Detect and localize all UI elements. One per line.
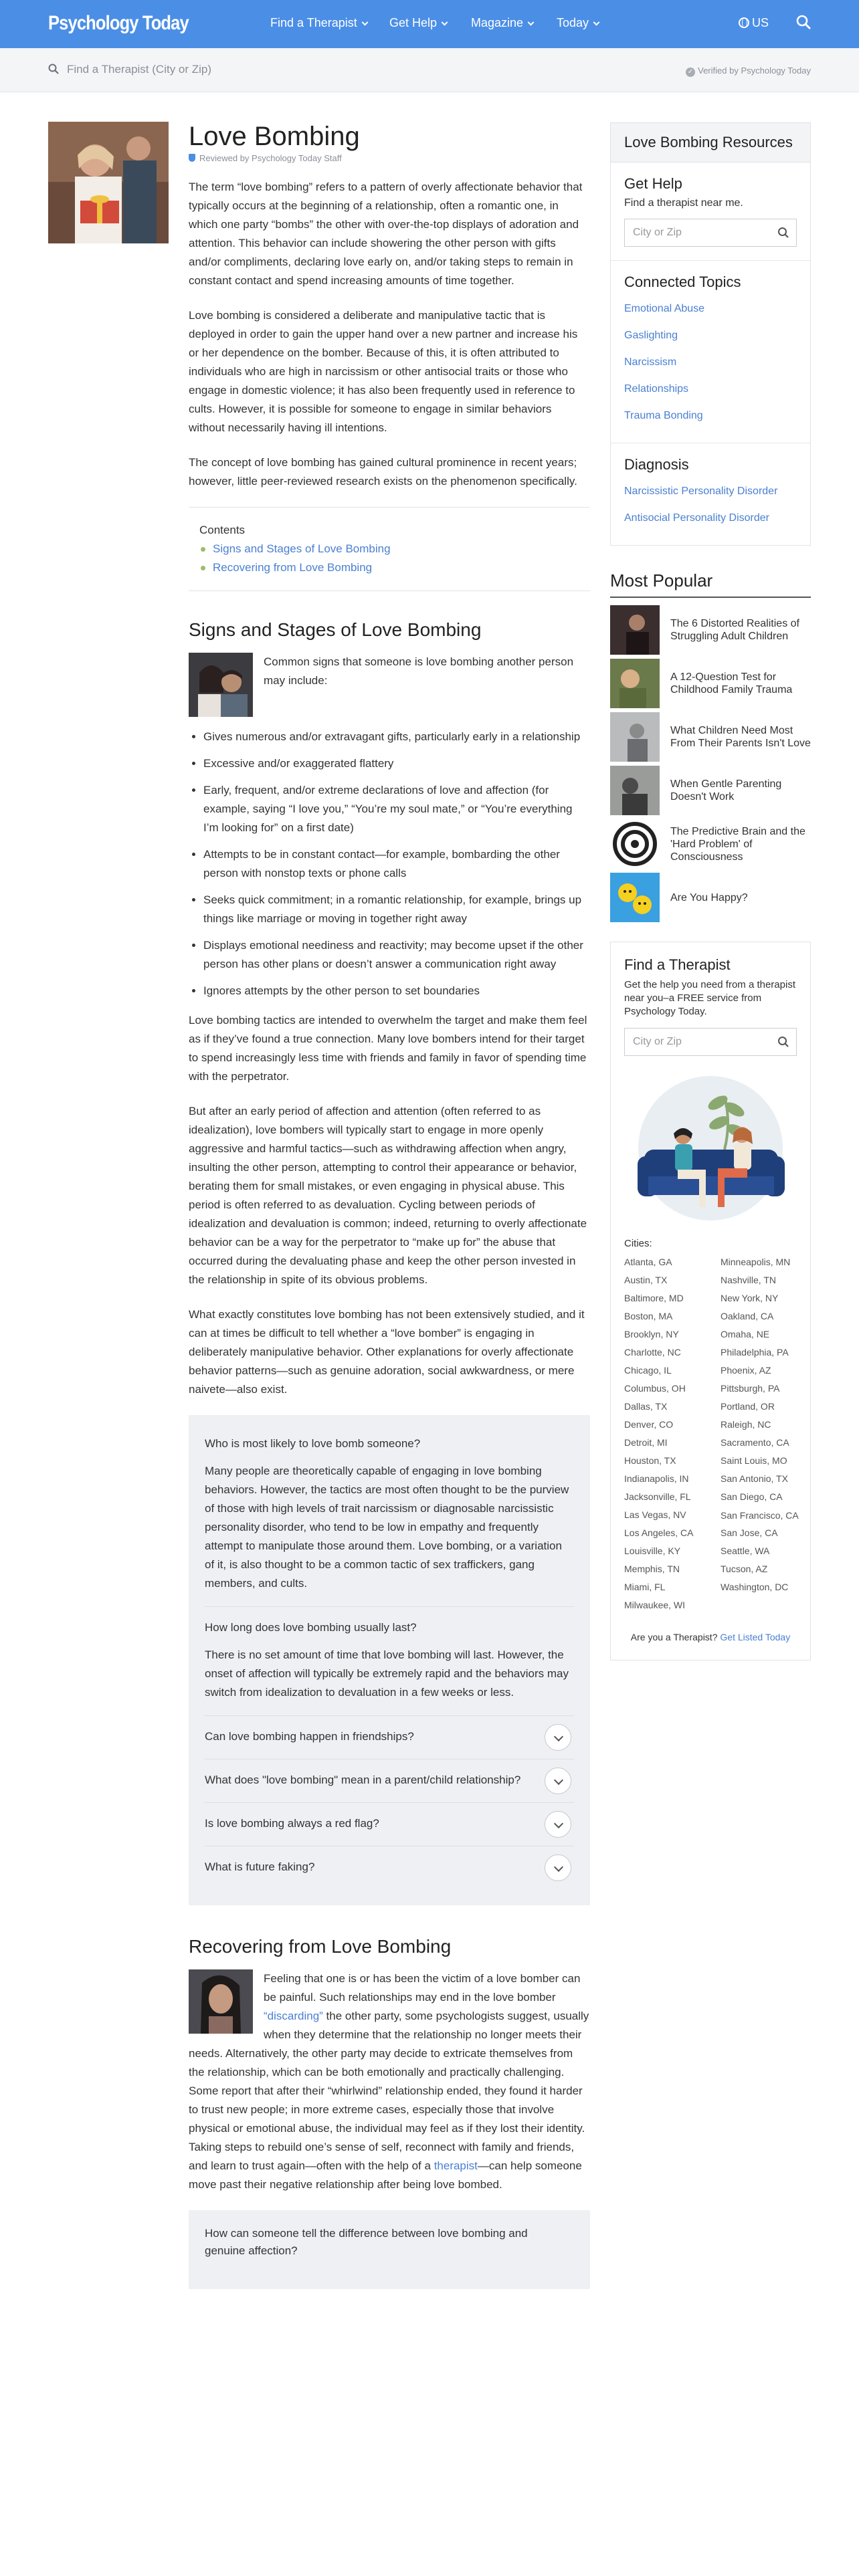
city-link[interactable]: Washington, DC bbox=[721, 1582, 789, 1592]
list-item: • Ignores attempts by the other person to set boundaries bbox=[203, 982, 590, 1000]
popular-article[interactable] bbox=[610, 657, 811, 710]
topic-link[interactable]: Gaslighting bbox=[624, 330, 678, 341]
input-placeholder: City or Zip bbox=[633, 1036, 682, 1047]
popular-article-title: Are You Happy? bbox=[670, 891, 748, 903]
hero-image-couple-gift bbox=[48, 122, 169, 243]
popular-article-title: A 12-Question Test for Childhood Family Trauma bbox=[670, 671, 793, 695]
faq-answer: There is no set amount of time that love bombing will last. However, the onset of affection will typically be extremely rapid and the behaviors may switch from idealization to devaluation in a few weeks or less. bbox=[205, 1648, 569, 1699]
chevron-down-icon bbox=[528, 19, 535, 26]
city-link[interactable]: Oakland, CA bbox=[721, 1311, 774, 1321]
city-link[interactable]: Brooklyn, NY bbox=[624, 1329, 679, 1339]
search-icon[interactable] bbox=[777, 1036, 789, 1048]
cities-column-left bbox=[624, 1253, 717, 1614]
get-help-section bbox=[611, 163, 810, 261]
get-help-subtitle: Find a therapist near me. bbox=[624, 197, 743, 209]
therapist-link[interactable]: therapist bbox=[434, 2159, 478, 2172]
popular-article-title: What Children Need Most From Their Parents Isn't Love bbox=[670, 725, 811, 749]
intro-paragraph: The term “love bombing” refers to a pattern of overly affectionate behavior that typically occurs at the beginning of a relationship, often a romantic one, in which one party “bombs” the other with over-the-top displays of adoration and attention. This behavior can include showering the other person with gifts and/or compliments, declaring love early on, and/or taking steps to remain in constant contact and spend increasing amounts of time together. bbox=[189, 181, 583, 287]
city-link[interactable]: San Jose, CA bbox=[721, 1527, 778, 1538]
list-item: • Early, frequent, and/or extreme declarations of love and affection (for example, saying “I love you,” “You’re my soul mate,” or “You’re everything I’m looking for” on a first date) bbox=[203, 781, 590, 837]
therapist-question: Are you a Therapist? bbox=[630, 1632, 718, 1642]
faq-item[interactable] bbox=[205, 1716, 574, 1759]
diagnosis-title: Diagnosis bbox=[624, 456, 689, 473]
diagnosis-link[interactable]: Antisocial Personality Disorder bbox=[624, 512, 769, 524]
faq-question[interactable]: What does "love bombing" mean in a parent/child relationship? bbox=[205, 1774, 521, 1786]
city-link[interactable]: Louisville, KY bbox=[624, 1545, 681, 1556]
section-lead bbox=[189, 653, 590, 722]
intro-paragraph: The concept of love bombing has gained cultural prominence in recent years; however, little peer-reviewed research exists on the phenomenon specifically. bbox=[189, 456, 577, 488]
city-link[interactable]: Chicago, IL bbox=[624, 1365, 672, 1376]
city-link[interactable]: Jacksonville, FL bbox=[624, 1491, 691, 1502]
resources-box bbox=[610, 122, 811, 546]
faq-item[interactable] bbox=[205, 1803, 574, 1846]
signs-list bbox=[189, 728, 590, 1000]
text-run: the other party, some psychologists suggest, usually when they determine that the relationship no longer meets their needs. Alternatively, the other party may decide to extricate themselves from the relationship, which can be both emotionally and practically challenging. Some report that after their “whirlwind” relationship ended, they found it harder to trust new people; in more extreme cases, especially those that involve physical or emotional abuse, the individual may feel as if they lost their identity. Taking steps to rebuild one’s sense of self, reconnect with family and friends, and learn to trust again—often with the help of a bbox=[189, 2010, 589, 2172]
get-listed-link[interactable]: Get Listed Today bbox=[720, 1632, 791, 1642]
connected-topics-list bbox=[624, 296, 797, 429]
body-paragraph: Love bombing tactics are intended to overwhelm the target and make them feel as if they’ve found a true connection. Many love bombers intend for their target to spend increasingly less time with friends and family in favor of spending time with the perpetrator. bbox=[189, 1014, 587, 1083]
chevron-down-icon bbox=[593, 19, 600, 26]
most-popular-list bbox=[610, 603, 811, 924]
recovering-section bbox=[189, 1969, 590, 2210]
most-popular-title: Most Popular bbox=[610, 570, 811, 598]
city-zip-input[interactable] bbox=[624, 219, 797, 247]
city-link[interactable]: Boston, MA bbox=[624, 1311, 673, 1321]
nav-magazine[interactable] bbox=[471, 16, 533, 30]
city-link[interactable]: New York, NY bbox=[721, 1293, 779, 1303]
popular-article[interactable] bbox=[610, 710, 811, 764]
resources-title: Love Bombing Resources bbox=[611, 123, 810, 163]
faq-item[interactable] bbox=[205, 2213, 574, 2273]
city-link[interactable]: Detroit, MI bbox=[624, 1437, 668, 1448]
nav-today[interactable] bbox=[557, 16, 599, 30]
reviewed-text: Reviewed by Psychology Today Staff bbox=[199, 153, 342, 163]
popular-article[interactable] bbox=[610, 817, 811, 871]
text-run: —can help someone move past their negative relationship after being love bombed. bbox=[189, 2159, 582, 2191]
search-icon[interactable] bbox=[796, 15, 811, 29]
toc-link-recovering[interactable]: Recovering from Love Bombing bbox=[199, 558, 579, 577]
city-link[interactable]: Minneapolis, MN bbox=[721, 1257, 791, 1267]
find-therapist-subtitle: Get the help you need from a therapist near you–a FREE service from Psychology Today. bbox=[624, 979, 795, 1017]
faq-question[interactable]: Can love bombing happen in friendships? bbox=[205, 1730, 414, 1743]
popular-article[interactable] bbox=[610, 764, 811, 817]
connected-topics-section bbox=[611, 261, 810, 443]
article-thumbnail bbox=[610, 712, 660, 762]
article-thumbnail bbox=[610, 766, 660, 815]
region-label: US bbox=[752, 16, 769, 29]
city-link[interactable]: Tucson, AZ bbox=[721, 1564, 768, 1574]
therapist-search-input[interactable] bbox=[48, 63, 211, 76]
article-thumbnail bbox=[610, 819, 660, 869]
contents-label: Contents bbox=[199, 524, 246, 536]
section-lead-text: Common signs that someone is love bombing another person may include: bbox=[264, 655, 574, 687]
article-thumbnail bbox=[610, 873, 660, 922]
nav-find-therapist[interactable] bbox=[270, 16, 367, 30]
section-heading-signs: Signs and Stages of Love Bombing bbox=[189, 619, 482, 640]
city-link[interactable]: Columbus, OH bbox=[624, 1383, 686, 1394]
city-link[interactable]: Raleigh, NC bbox=[721, 1419, 771, 1430]
article-main bbox=[189, 120, 590, 2311]
section-image-woman bbox=[189, 1969, 253, 2034]
search-icon[interactable] bbox=[777, 227, 789, 239]
input-placeholder: City or Zip bbox=[633, 227, 682, 238]
topic-link[interactable]: Trauma Bonding bbox=[624, 410, 703, 421]
list-item: • Attempts to be in constant contact—for example, bombarding the other person with nonstop texts or phone calls bbox=[203, 845, 590, 883]
faq-question[interactable]: How long does love bombing usually last? bbox=[205, 1621, 417, 1634]
cities-column-right bbox=[721, 1253, 813, 1614]
topic-link[interactable]: Narcissism bbox=[624, 356, 677, 368]
popular-article-title: The 6 Distorted Realities of Struggling Adult Children bbox=[670, 618, 799, 642]
city-link[interactable]: Phoenix, AZ bbox=[721, 1365, 771, 1376]
connected-topics-title: Connected Topics bbox=[624, 274, 741, 290]
section-heading-recovering: Recovering from Love Bombing bbox=[189, 1936, 452, 1957]
list-item: • Excessive and/or exaggerated flattery bbox=[203, 754, 590, 773]
city-link[interactable]: Memphis, TN bbox=[624, 1564, 680, 1574]
list-item: • Seeks quick commitment; in a romantic relationship, for example, brings up things like marriage or moving in together right away bbox=[203, 891, 590, 928]
city-link[interactable]: Pittsburgh, PA bbox=[721, 1383, 780, 1394]
shield-icon bbox=[189, 154, 195, 162]
popular-article-title: The Predictive Brain and the 'Hard Problem' of Consciousness bbox=[670, 825, 805, 863]
city-link[interactable]: Houston, TX bbox=[624, 1455, 676, 1466]
topic-link[interactable]: Emotional Abuse bbox=[624, 303, 705, 314]
city-link[interactable]: Portland, OR bbox=[721, 1401, 775, 1412]
site-logo[interactable]: Psychology Today bbox=[48, 12, 189, 34]
city-link[interactable]: Charlotte, NC bbox=[624, 1347, 681, 1358]
chevron-down-icon bbox=[442, 19, 448, 26]
therapist-search-bar bbox=[0, 48, 859, 92]
check-icon: ✓ bbox=[686, 68, 695, 77]
nav-label: Today bbox=[557, 16, 589, 29]
top-navigation bbox=[0, 0, 859, 48]
get-help-title: Get Help bbox=[624, 175, 682, 192]
table-of-contents bbox=[189, 507, 590, 591]
city-link[interactable]: San Diego, CA bbox=[721, 1491, 783, 1502]
intro-paragraph: Love bombing is considered a deliberate and manipulative tactic that is deployed in order to gain the upper hand over a new partner and increase his or her dependence on the bomber. Because of this, it is often attributed to individuals who are high in narcissism or other antisocial traits or those who engage in domestic violence; it has also been frequently used in reference to cults. However, it is possible for someone to engage in similar behaviors without necessarily having ill intentions. bbox=[189, 309, 578, 434]
faq-item[interactable] bbox=[205, 1423, 574, 1607]
article-thumbnail bbox=[610, 659, 660, 708]
diagnosis-link[interactable]: Narcissistic Personality Disorder bbox=[624, 486, 778, 497]
verified-text: Verified by Psychology Today bbox=[698, 66, 811, 76]
faq-item[interactable] bbox=[205, 1759, 574, 1803]
popular-article-title: When Gentle Parenting Doesn't Work bbox=[670, 778, 782, 802]
city-link[interactable]: Dallas, TX bbox=[624, 1401, 668, 1412]
city-link[interactable]: Miami, FL bbox=[624, 1582, 666, 1592]
city-link[interactable]: Los Angeles, CA bbox=[624, 1527, 694, 1538]
verified-badge bbox=[686, 66, 811, 77]
city-link[interactable]: Milwaukee, WI bbox=[624, 1600, 686, 1610]
popular-article[interactable] bbox=[610, 603, 811, 657]
page-title: Love Bombing bbox=[189, 122, 360, 151]
search-icon bbox=[48, 64, 59, 74]
faq-question[interactable]: How can someone tell the difference between love bombing and genuine affection? bbox=[205, 2227, 528, 2257]
find-therapist-box bbox=[610, 942, 811, 1660]
nav-get-help[interactable] bbox=[389, 16, 447, 30]
text-run: Feeling that one is or has been the victim of a love bomber can be painful. Such relationships may end in the love bomber bbox=[264, 1972, 581, 2004]
cities-grid bbox=[624, 1253, 797, 1614]
faq-item[interactable] bbox=[205, 1607, 574, 1716]
city-link[interactable]: Sacramento, CA bbox=[721, 1437, 789, 1448]
nav-label: Get Help bbox=[389, 16, 438, 29]
city-link[interactable]: San Francisco, CA bbox=[721, 1510, 799, 1521]
faq-accordion-2 bbox=[189, 2210, 590, 2289]
topic-link[interactable]: Relationships bbox=[624, 383, 689, 395]
cities-label: Cities: bbox=[624, 1238, 652, 1249]
city-link[interactable]: Philadelphia, PA bbox=[721, 1347, 789, 1358]
get-listed-prompt bbox=[624, 1630, 797, 1644]
region-selector[interactable] bbox=[739, 16, 769, 30]
city-link[interactable]: Seattle, WA bbox=[721, 1545, 770, 1556]
expand-chevron-icon[interactable] bbox=[545, 1854, 571, 1881]
sidebar bbox=[610, 122, 811, 1660]
list-item: • Displays emotional neediness and reactivity; may become upset if the other person has other plans or doesn’t answer a communication right away bbox=[203, 936, 590, 974]
body-paragraph: What exactly constitutes love bombing has not been extensively studied, and it can at times be difficult to tell whether a “love bomber” is engaging in deliberately manipulative behavior. Other explanations for overly affectionate behavior patterns—such as genuine adoration, social awkwardness, or mere naivete—also exist. bbox=[189, 1308, 585, 1396]
expand-chevron-icon[interactable] bbox=[545, 1767, 571, 1794]
therapy-session-illustration bbox=[624, 1069, 797, 1230]
faq-item[interactable] bbox=[205, 1846, 574, 1889]
expand-chevron-icon[interactable] bbox=[545, 1811, 571, 1838]
chevron-down-icon bbox=[361, 19, 368, 26]
faq-question[interactable]: Who is most likely to love bomb someone? bbox=[205, 1437, 421, 1450]
discarding-link[interactable]: “discarding” bbox=[264, 2010, 323, 2022]
city-link[interactable]: Las Vegas, NV bbox=[624, 1509, 686, 1520]
city-link[interactable]: Austin, TX bbox=[624, 1275, 668, 1285]
list-item: • Gives numerous and/or extravagant gifts, particularly early in a relationship bbox=[203, 728, 590, 746]
city-link[interactable]: San Antonio, TX bbox=[721, 1473, 788, 1484]
reviewed-by bbox=[189, 152, 590, 165]
nav-label: Find a Therapist bbox=[270, 16, 357, 29]
city-link[interactable]: Saint Louis, MO bbox=[721, 1455, 787, 1466]
city-link[interactable]: Atlanta, GA bbox=[624, 1257, 672, 1267]
city-link[interactable]: Omaha, NE bbox=[721, 1329, 770, 1339]
expand-chevron-icon[interactable] bbox=[545, 1724, 571, 1751]
search-placeholder: Find a Therapist (City or Zip) bbox=[67, 63, 212, 76]
faq-accordion bbox=[189, 1415, 590, 1905]
city-link[interactable]: Nashville, TN bbox=[721, 1275, 776, 1285]
diagnosis-section bbox=[611, 443, 810, 545]
city-link[interactable]: Baltimore, MD bbox=[624, 1293, 684, 1303]
toc-link-signs[interactable]: Signs and Stages of Love Bombing bbox=[199, 540, 579, 558]
faq-answer: Many people are theoretically capable of engaging in love bombing behaviors. However, the tactics are most often thought to be the purview of those with high levels of trait narcissism or diagnosable narcissistic personality disorder, who tend to be low in empathy and frequently attempt to manipulate those around them. Love bombing, or a variation of it, is also thought to be a common tactic of sex traffickers, gang members, and cults. bbox=[205, 1465, 569, 1590]
globe-icon bbox=[739, 17, 749, 28]
article-thumbnail bbox=[610, 605, 660, 655]
nav-label: Magazine bbox=[471, 16, 524, 29]
find-therapist-title: Find a Therapist bbox=[624, 956, 731, 973]
section-image-couple bbox=[189, 653, 253, 717]
popular-article[interactable] bbox=[610, 871, 811, 924]
city-zip-input[interactable] bbox=[624, 1028, 797, 1056]
body-paragraph: But after an early period of affection and attention (often referred to as idealization), love bombers will typically start to engage in more openly aggressive and harmful tactics—such as withdrawing affection when angry, insulting the other person, attempting to control their appearance or behavior, berating them for small mistakes, or even engaging in physical abuse. This period is often referred to as devaluation. Cycling between periods of idealization and devaluation is common; indeed, returning to overly affectionate behavior can be a way for the perpetrator to “make up for” the abuse that occurred during the devaluating phase and keep the other person invested in the relationship in spite of its obvious problems. bbox=[189, 1105, 587, 1286]
city-link[interactable]: Denver, CO bbox=[624, 1419, 674, 1430]
city-link[interactable]: Indianapolis, IN bbox=[624, 1473, 689, 1484]
faq-question[interactable]: Is love bombing always a red flag? bbox=[205, 1817, 379, 1830]
diagnosis-list bbox=[624, 478, 797, 532]
faq-question[interactable]: What is future faking? bbox=[205, 1860, 315, 1873]
